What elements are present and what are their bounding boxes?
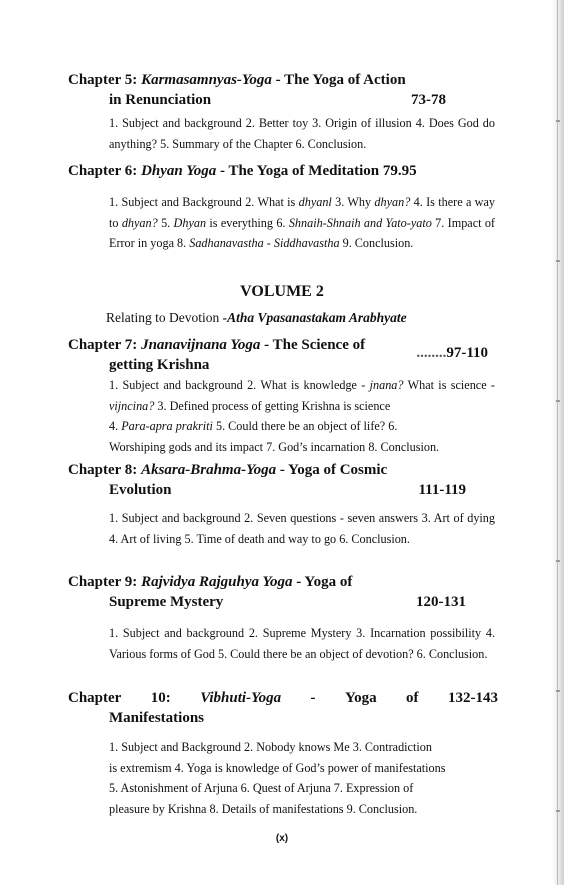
edge-mark	[556, 810, 560, 812]
desc-line: Worshiping gods and its impact 7. God’s incarnation 8. Conclusion.	[109, 439, 440, 454]
edge-mark	[556, 400, 560, 402]
desc-line	[109, 375, 495, 416]
chapter-prefix: Chapter 8:	[68, 462, 142, 478]
desc-term: Shnaih-Shnaih and Yato-yato	[288, 215, 432, 230]
chapter-title: Karmasamnyas-Yoga	[141, 72, 272, 88]
chapter-prefix: Chapter 6:	[68, 163, 142, 179]
edge-mark	[556, 690, 560, 692]
desc-text: 7. Impact of Error in yoga 8.	[109, 215, 495, 250]
chapter-title: Aksara-Brahma-Yoga	[141, 462, 277, 478]
chapter-dash: -	[310, 690, 316, 706]
chapter-pages: 132-143	[447, 690, 498, 706]
desc-line: is extremism 4. Yoga is knowledge of God’s power of manifestations	[109, 760, 446, 775]
chapter-title: Jnanavijnana Yoga	[141, 337, 261, 353]
desc-text: 3. Why	[331, 195, 375, 209]
desc-term: Para-apra prakriti	[121, 419, 213, 433]
desc-term: dhyanl	[298, 195, 332, 209]
chapter-7-description	[109, 375, 495, 457]
leader-dots: ........	[416, 345, 447, 361]
desc-text: is everything 6.	[206, 215, 289, 230]
chapter-6-heading	[68, 161, 498, 181]
chapter-8-heading	[68, 460, 498, 500]
chapter-10-heading	[68, 688, 498, 728]
desc-text: 4.	[109, 419, 122, 433]
chapter-pages: 97-110	[446, 345, 488, 361]
desc-text: 5.	[157, 215, 174, 230]
chapter-number: 10:	[150, 690, 171, 706]
desc-text: 1. Subject and background 2. What is knowledge -	[109, 378, 370, 392]
chapter-title: Dhyan Yoga	[141, 163, 217, 179]
desc-term: jnana?	[369, 378, 404, 392]
desc-line: pleasure by Krishna 8. Details of manifestations 9. Conclusion.	[109, 801, 418, 816]
chapter-title: Rajvidya Rajguhya Yoga	[141, 574, 293, 590]
chapter-pages: 111-119	[418, 482, 466, 498]
desc-term: Sadhanavastha	[189, 236, 264, 250]
chapter-pages: 120-131	[416, 594, 466, 610]
desc-term: vijncina?	[109, 398, 155, 413]
desc-term: dhyan?	[121, 215, 158, 230]
desc-line: 1. Subject and Background 2. Nobody knows Me 3. Contradiction	[109, 740, 432, 754]
desc-term: dhyan?	[374, 195, 411, 209]
volume-heading: VOLUME 2	[240, 283, 324, 300]
chapter-subtitle-line2: in Renunciation	[109, 92, 212, 108]
chapter-9-description: 1. Subject and background 2. Supreme Mystery 3. Incarnation possibility 4. Various forms of God 5. Could there be an object of devotion? 6. Conclusion.	[109, 626, 495, 661]
volume-relating: Relating to Devotion	[106, 310, 223, 325]
chapter-9-heading	[68, 572, 498, 612]
desc-term: Dhyan	[173, 215, 207, 230]
chapter-subtitle-line2: Manifestations	[109, 710, 204, 726]
chapter-title: Vibhuti-Yoga	[200, 690, 282, 706]
chapter-word: of	[406, 690, 419, 706]
chapter-8-description: 1. Subject and background 2. Seven questions - seven answers 3. Art of dying 4. Art of living 5. Time of death and way to go 6. Conclusion.	[109, 511, 495, 546]
chapter-7-heading	[68, 335, 498, 375]
chapter-prefix: Chapter 9:	[68, 574, 142, 590]
desc-term: Siddhavastha	[273, 236, 340, 250]
desc-text: 3. Defined process of getting Krishna is science	[154, 398, 391, 413]
chapter-subtitle: - The Science of	[260, 337, 366, 353]
desc-text: 4. Is there a way to	[109, 195, 495, 230]
chapter-prefix: Chapter	[68, 690, 122, 706]
chapter-word: Yoga	[344, 690, 377, 706]
chapter-subtitle: - Yoga of Cosmic	[276, 462, 388, 478]
desc-text: 9. Conclusion.	[339, 236, 414, 250]
chapter-pages: 73-78	[411, 92, 446, 108]
chapter-subtitle: - The Yoga of Action	[271, 72, 406, 88]
chapter-5-description: 1. Subject and background 2. Better toy 3. Origin of illusion 4. Does God do anything? 5. Summary of the Chapter 6. Conclusion.	[109, 116, 495, 151]
page-edge-shadow	[552, 0, 564, 885]
chapter-10-description	[109, 737, 495, 819]
volume-subheading	[106, 310, 407, 326]
desc-text: 5. Could there be an object of life? 6.	[212, 419, 398, 433]
page-edge-line	[557, 0, 558, 885]
chapter-prefix: Chapter 5:	[68, 72, 142, 88]
desc-text: -	[263, 236, 274, 250]
chapter-subtitle: - Yoga of	[292, 574, 353, 590]
chapter-subtitle-line2: getting Krishna	[109, 357, 210, 373]
chapter-subtitle-line2: Evolution	[109, 482, 172, 498]
edge-mark	[556, 560, 560, 562]
chapter-subtitle-line2: Supreme Mystery	[109, 594, 224, 610]
chapter-prefix: Chapter 7:	[68, 337, 142, 353]
edge-mark	[556, 120, 560, 122]
chapter-subtitle: - The Yoga of Meditation	[216, 163, 383, 179]
volume-sanskrit: -Atha Vpasanastakam Arabhyate	[222, 310, 407, 325]
edge-mark	[556, 260, 560, 262]
desc-text: 1. Subject and Background 2. What is	[109, 195, 299, 209]
desc-text: What is science -	[403, 378, 495, 392]
chapter-5-heading	[68, 70, 498, 110]
chapter-6-description	[109, 192, 495, 254]
desc-line	[109, 416, 495, 437]
chapter-pages: 79.95	[382, 163, 417, 179]
page-folio: (x)	[275, 833, 289, 844]
desc-line: 5. Astonishment of Arjuna 6. Quest of Arjuna 7. Expression of	[109, 781, 414, 795]
